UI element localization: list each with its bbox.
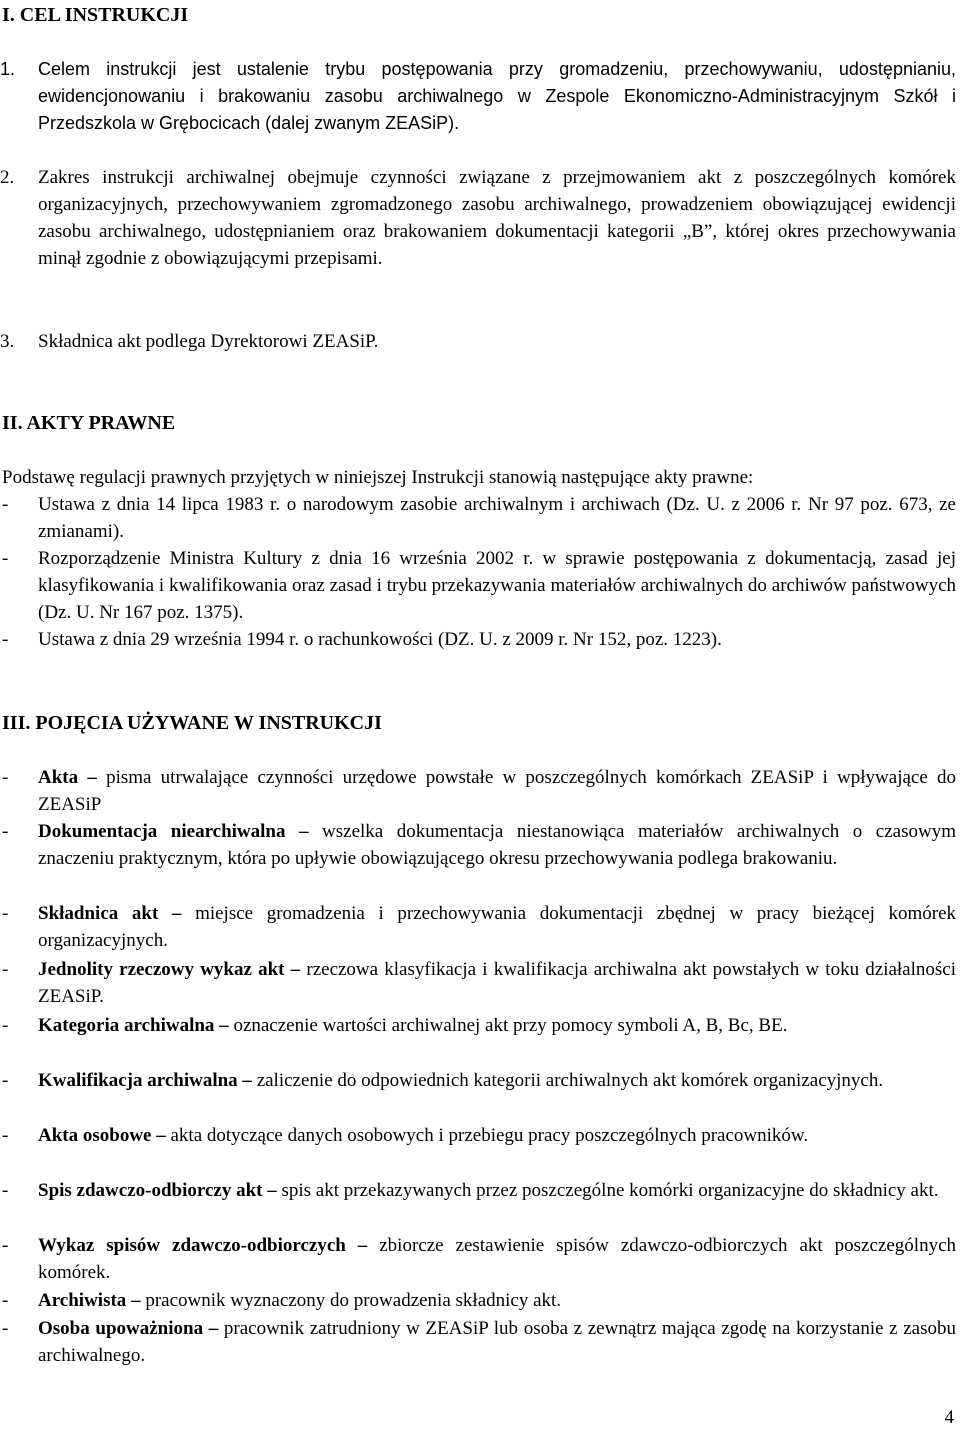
- definition-text: pracownik zatrudniony w ZEASiP lub osoba z zewnątrz mająca zgodę na korzystanie z zasobu archiwalnego.: [38, 1318, 957, 1366]
- paragraph-text: Składnica akt podlega Dyrektorowi ZEASiP.: [38, 331, 379, 352]
- legal-act-text: Ustawa z dnia 29 września 1994 r. o rachunkowości (DZ. U. z 2009 r. Nr 152, poz. 1223).: [38, 629, 722, 650]
- page-number: 4: [944, 1407, 954, 1428]
- dash-marker: -: [2, 1125, 9, 1146]
- dash-marker: -: [2, 494, 9, 515]
- definition-text: spis akt przekazywanych przez poszczególne komórki organizacyjne do składnicy akt.: [281, 1180, 939, 1201]
- definition-term: Akta osobowe –: [38, 1125, 166, 1146]
- dash-marker: -: [2, 1235, 9, 1256]
- definition-item: [2, 1012, 956, 1039]
- definition-term: Dokumentacja niearchiwalna –: [38, 821, 309, 842]
- definition-term: Jednolity rzeczowy wykaz akt –: [38, 959, 301, 980]
- paragraph-text: Celem instrukcji jest ustalenie trybu postępowania przy gromadzeniu, przechowywaniu, udostępnianiu, ewidencjonowaniu i brakowaniu zasobu archiwalnego w Zespole Ekonomiczno-Administracyjnym Szkół i Przedszkola w Grębocicach (dalej zwanym ZEASiP).: [38, 59, 956, 133]
- definition-text: zbiorcze zestawienie spisów zdawczo-odbiorczych akt poszczególnych komórek.: [38, 1235, 956, 1283]
- definition-item: [2, 1287, 956, 1314]
- definition-item: [2, 1177, 956, 1204]
- definition-text: pisma utrwalające czynności urzędowe powstałe w poszczególnych komórkach ZEASiP i wpływające do ZEASiP: [38, 767, 957, 815]
- paragraph-text: Zakres instrukcji archiwalnej obejmuje czynności związane z przejmowaniem akt z poszczególnych komórek organizacyjnych, przechowywaniem zgromadzonego zasobu archiwalnego, prowadzeniem obowiązującej ewidencji zasobu archiwalnego, udostępnianiem oraz brakowaniem dokumentacji kategorii „B”, której okres przechowywania minął zgodnie z obowiązującymi przepisami.: [38, 167, 956, 269]
- section-heading-akty-prawne: II. AKTY PRAWNE: [2, 412, 176, 434]
- dash-marker: -: [2, 1180, 9, 1201]
- definition-item: [2, 900, 957, 954]
- definition-term: Akta –: [38, 767, 97, 788]
- definition-text: oznaczenie wartości archiwalnej akt przy pomocy symboli A, B, Bc, BE.: [233, 1015, 788, 1036]
- dash-marker: -: [2, 767, 9, 788]
- definition-item: [2, 1122, 956, 1149]
- definition-item: [2, 1315, 957, 1369]
- paragraph-number: 1.: [0, 59, 16, 79]
- dash-marker: -: [2, 629, 9, 650]
- legal-act-text: Rozporządzenie Ministra Kultury z dnia 16 września 2002 r. w sprawie postępowania z dokumentacją, zasad jej klasyfikowania i kwalifikowania oraz zasad i trybu przekazywania materiałów archiwalnych do archiwów państwowych (Dz. U. Nr 167 poz. 1375).: [38, 548, 956, 623]
- legal-act-item: [2, 626, 956, 653]
- definition-item: [2, 764, 957, 818]
- legal-act-item: [2, 545, 956, 626]
- legal-act-item: [2, 491, 956, 545]
- paragraph-number: 3.: [0, 331, 15, 352]
- definition-term: Osoba upoważniona –: [38, 1318, 219, 1339]
- section-heading-pojecia: III. POJĘCIA UŻYWANE W INSTRUKCJI: [2, 712, 382, 734]
- definition-text: zaliczenie do odpowiednich kategorii archiwalnych akt komórek organizacyjnych.: [256, 1070, 884, 1091]
- dash-marker: -: [2, 821, 9, 842]
- dash-marker: -: [2, 903, 9, 924]
- paragraph-number: 2.: [0, 167, 15, 188]
- dash-marker: -: [2, 1015, 9, 1036]
- definition-item: [2, 956, 957, 1010]
- section-heading-cel: I. CEL INSTRUKCJI: [2, 4, 189, 26]
- section-intro: Podstawę regulacji prawnych przyjętych w niniejszej Instrukcji stanowią następujące akty prawne:: [2, 467, 754, 488]
- definition-term: Kategoria archiwalna –: [38, 1015, 229, 1036]
- paragraph-3: [0, 328, 956, 355]
- definition-text: wszelka dokumentacja niestanowiąca materiałów archiwalnych o czasowym znaczeniu praktycznym, która po upływie obowiązującego okresu przechowywania podlega brakowaniu.: [38, 821, 956, 869]
- dash-marker: -: [2, 548, 9, 569]
- dash-marker: -: [2, 1070, 9, 1091]
- definition-item: [2, 818, 956, 872]
- definition-term: Składnica akt –: [38, 903, 182, 924]
- dash-marker: -: [2, 1318, 9, 1339]
- definition-term: Kwalifikacja archiwalna –: [38, 1070, 252, 1091]
- definition-text: rzeczowa klasyfikacja i kwalifikacja archiwalna akt powstałych w toku działalności ZEASiP.: [38, 959, 957, 1007]
- definition-item: [2, 1067, 956, 1094]
- paragraph-1: [0, 56, 956, 137]
- definition-term: Archiwista –: [38, 1290, 141, 1311]
- legal-act-text: Ustawa z dnia 14 lipca 1983 r. o narodowym zasobie archiwalnym i archiwach (Dz. U. z 2006 r. Nr 97 poz. 673, ze zmianami).: [38, 494, 956, 542]
- definition-text: pracownik wyznaczony do prowadzenia składnicy akt.: [145, 1290, 562, 1311]
- definition-term: Spis zdawczo-odbiorczy akt –: [38, 1180, 277, 1201]
- definition-text: miejsce gromadzenia i przechowywania dokumentacji zbędnej w pracy bieżącej komórek organizacyjnych.: [38, 903, 957, 951]
- paragraph-2: [0, 164, 956, 272]
- definition-item: [2, 1232, 956, 1286]
- dash-marker: -: [2, 1290, 9, 1311]
- definition-text: akta dotyczące danych osobowych i przebiegu pracy poszczególnych pracowników.: [170, 1125, 809, 1146]
- dash-marker: -: [2, 959, 9, 980]
- definition-term: Wykaz spisów zdawczo-odbiorczych –: [38, 1235, 368, 1256]
